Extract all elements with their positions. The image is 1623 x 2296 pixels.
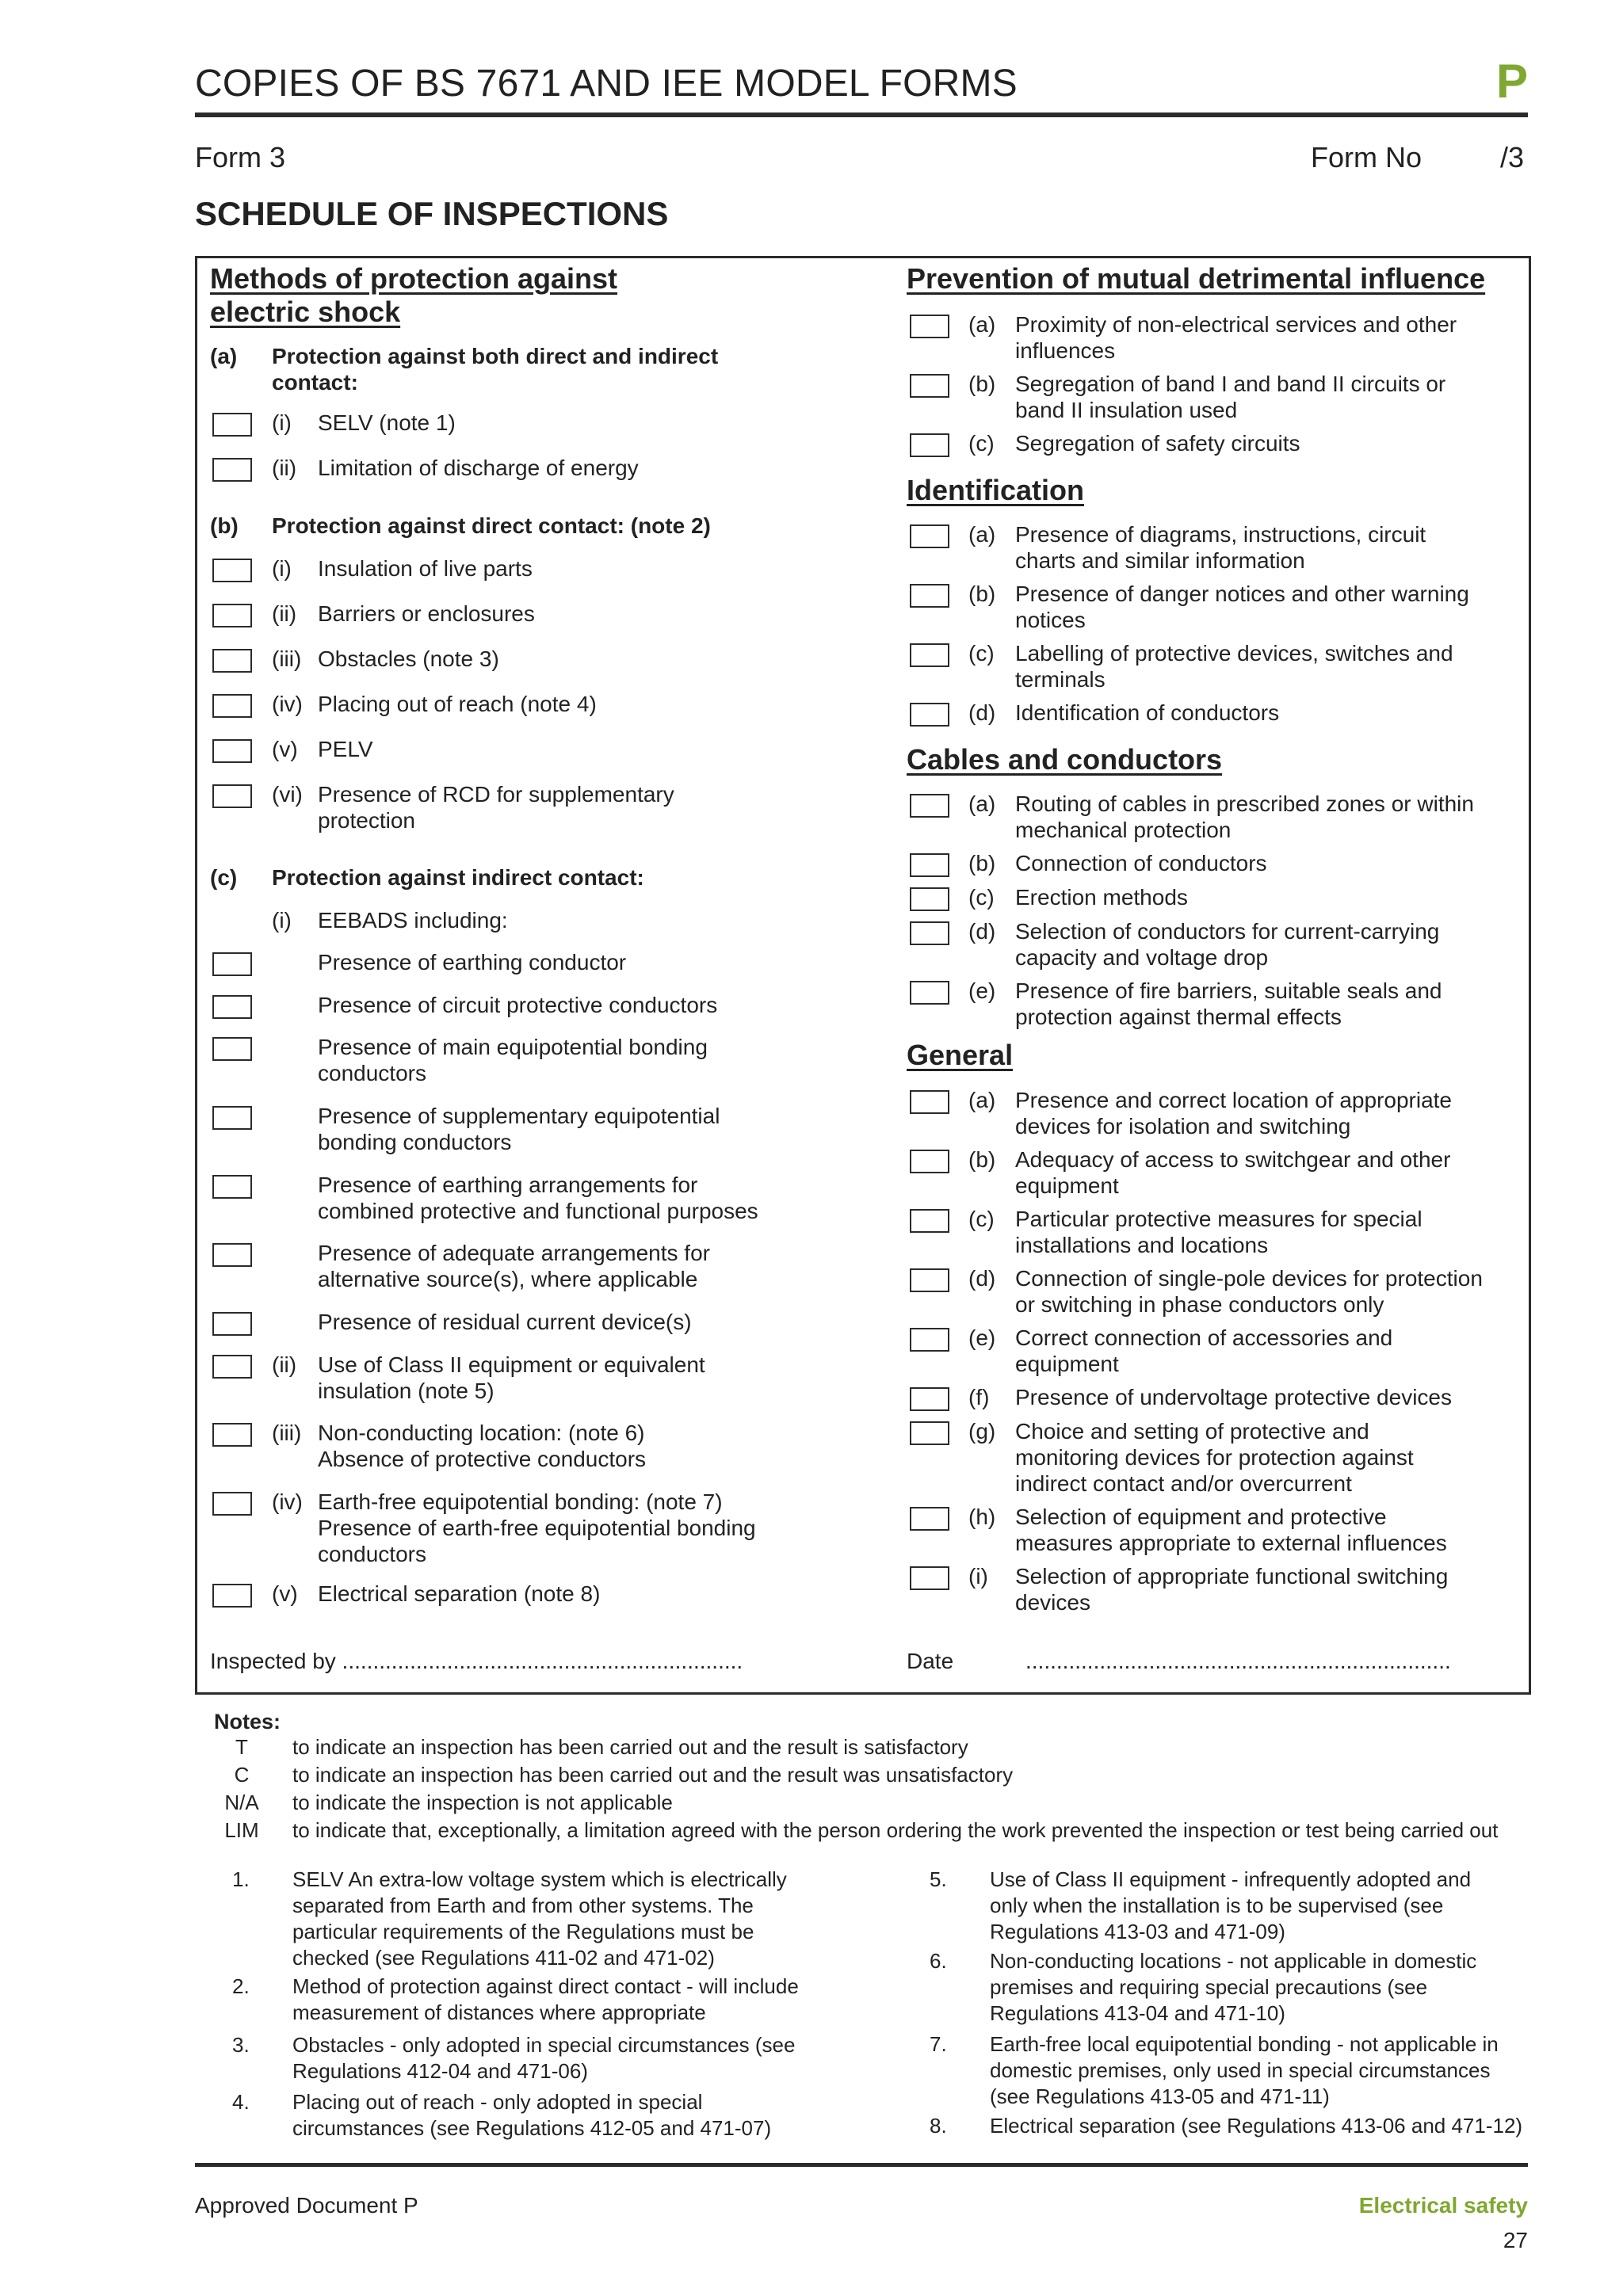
general-item-3-line: Particular protective measures for special [1015,1207,1423,1231]
note-text-line: premises and requiring special precautions (see [990,1975,1428,1999]
item-number: (a) [968,522,996,547]
cables-item-4-line: capacity and voltage drop [1015,945,1269,970]
checkbox-b-1[interactable] [212,559,252,582]
general-item-7-line: monitoring devices for protection against [1015,1445,1414,1470]
section-c-letter: (c) [210,865,238,890]
item-b-3-line: Obstacles (note 3) [318,646,499,671]
inspected-by-field[interactable]: Inspected by ................................................................. [210,1649,743,1673]
eebads-item-6-line: alternative source(s), where applicable [318,1267,698,1291]
item-c-4-line: Earth-free equipotential bonding: (note 7) [318,1489,723,1514]
item-number: (c) [968,641,995,666]
eebads-item-5-line: Presence of earthing arrangements for [318,1173,698,1197]
note-text-line: (see Regulations 413-05 and 471-11) [990,2084,1330,2108]
eebads-item-7-line: Presence of residual current device(s) [318,1310,692,1334]
checkbox-eebads-5[interactable] [212,1175,252,1199]
cables-item-3-line: Erection methods [1015,885,1188,910]
item-number: (ii) [272,1352,297,1377]
note-text-line: Regulations 413-04 and 471-10) [990,2001,1285,2025]
checkbox-general-1[interactable] [910,1090,949,1114]
identification-item-4-line: Identification of conductors [1015,700,1280,725]
item-c-2-line: insulation (note 5) [318,1379,495,1403]
section-b-title: Protection against direct contact: (note 2) [272,513,711,538]
checkbox-eebads-4[interactable] [212,1106,252,1130]
eebads-item-3-line: Presence of main equipotential bonding [318,1035,708,1059]
page-number: 27 [1503,2228,1528,2252]
item-c-2-line: Use of Class II equipment or equivalent [318,1352,705,1377]
checkbox-general-9[interactable] [910,1566,949,1590]
item-number: (c) [968,1207,995,1231]
item-c-3-line: Non-conducting location: (note 6) [318,1421,645,1445]
general-item-1-line: devices for isolation and switching [1015,1114,1351,1138]
checkbox-eebads-3[interactable] [212,1037,252,1061]
note-text-line: Placing out of reach - only adopted in special [292,2090,703,2114]
checkbox-b-6[interactable] [212,784,252,808]
item-number: (d) [968,919,996,944]
form-label: Form 3 [195,141,286,174]
form-number-label: Form No [1311,141,1423,174]
note-text-line: separated from Earth and from other systems. The [292,1894,754,1917]
left-heading-line2: electric shock [210,296,401,328]
note-code-text: to indicate an inspection has been carried out and the result is satisfactory [292,1735,968,1759]
checkbox-eebads-6[interactable] [212,1243,252,1267]
checkbox-eebads-7[interactable] [212,1312,252,1336]
eebads-item-3-line: conductors [318,1061,426,1085]
checkbox-general-4[interactable] [910,1268,949,1292]
item-number: (ii) [272,456,297,480]
identification-item-2-line: Presence of danger notices and other warning [1015,582,1469,606]
footer-section-name: Electrical safety [1358,2193,1528,2218]
eebads-item-1-line: Presence of earthing conductor [318,950,627,974]
cables-item-1-line: mechanical protection [1015,818,1232,842]
checkbox-identification-2[interactable] [910,584,949,608]
checkbox-c-2[interactable] [212,1355,252,1379]
checkbox-c-5[interactable] [212,1584,252,1608]
note-text-line: SELV An extra-low voltage system which is electrically [292,1867,787,1891]
prevention-item-2-line: band II insulation used [1015,398,1238,422]
section-a-letter: (a) [210,344,238,368]
eebads-item-2-line: Presence of circuit protective conductors [318,993,718,1017]
note-text-line: Earth-free local equipotential bonding - not applicable in [990,2032,1499,2056]
note-text-line: particular requirements of the Regulations must be [292,1920,754,1943]
cables-item-4-line: Selection of conductors for current-carrying [1015,919,1440,944]
item-c-4-line: Presence of earth-free equipotential bonding [318,1516,756,1540]
item-c-5-line: Electrical separation (note 8) [318,1581,601,1606]
checkbox-c-4[interactable] [212,1492,252,1516]
section-c-title: Protection against indirect contact: [272,865,644,890]
cables-item-1-line: Routing of cables in prescribed zones or within [1015,791,1474,816]
note-text-line: measurement of distances where appropriate [292,2000,706,2024]
section-c-i-number: (i) [272,908,292,933]
general-item-7-line: Choice and setting of protective and [1015,1419,1369,1444]
identification-item-3-line: terminals [1015,667,1106,692]
item-number: (d) [968,700,996,725]
checkbox-b-2[interactable] [212,604,252,627]
identification-heading: Identification [907,474,1084,506]
date-label: Date [907,1649,954,1673]
general-heading: General [907,1039,1014,1071]
checkbox-a-2[interactable] [212,458,252,482]
note-number: 2. [232,1974,250,1998]
notes-heading: Notes: [214,1710,281,1733]
form-number-suffix: /3 [1500,141,1525,174]
identification-item-1-line: Presence of diagrams, instructions, circuit [1015,522,1426,547]
item-number: (a) [968,791,996,816]
item-b-1-line: Insulation of live parts [318,556,533,581]
footer-document-name: Approved Document P [195,2193,418,2218]
eebads-item-6-line: Presence of adequate arrangements for [318,1241,710,1265]
general-item-4-line: or switching in phase conductors only [1015,1292,1384,1317]
item-c-3-line: Absence of protective conductors [318,1447,647,1471]
item-b-4-line: Placing out of reach (note 4) [318,692,597,716]
item-number: (b) [968,1147,996,1172]
item-number: (f) [968,1385,990,1409]
general-item-7-line: indirect contact and/or overcurrent [1015,1471,1352,1496]
general-item-9-line: Selection of appropriate functional switching [1015,1564,1449,1589]
cables-item-5-line: protection against thermal effects [1015,1005,1342,1029]
item-number: (ii) [272,601,297,626]
checkbox-b-5[interactable] [212,739,252,763]
note-text-line: Electrical separation (see Regulations 413-06 and 471-12) [990,2114,1523,2138]
note-text-line: only when the installation is to be supervised (see [990,1894,1444,1917]
checkbox-cables-4[interactable] [910,921,949,945]
item-number: (i) [272,410,292,435]
note-number: 4. [232,2090,250,2114]
checkbox-a-1[interactable] [212,413,252,437]
item-number: (iv) [272,692,303,716]
item-a-2-line: Limitation of discharge of energy [318,456,639,480]
note-code: T [235,1735,248,1759]
header-rule [195,113,1528,117]
note-text-line: circumstances (see Regulations 412-05 and 471-07) [292,2116,772,2140]
checkbox-identification-3[interactable] [910,643,949,667]
general-item-5-line: Correct connection of accessories and [1015,1325,1393,1350]
note-code: C [234,1763,250,1787]
footer-rule [195,2163,1528,2167]
note-text-line: domestic premises, only used in special circumstances [990,2058,1491,2082]
general-item-2-line: equipment [1015,1173,1119,1198]
note-text-line: Method of protection against direct contact - will include [292,1974,799,1998]
checkbox-general-2[interactable] [910,1150,949,1173]
item-number: (h) [968,1505,996,1529]
item-number: (b) [968,582,996,606]
item-number: (iii) [272,646,302,671]
item-number: (b) [968,372,996,396]
checkbox-cables-2[interactable] [910,853,949,877]
note-code-text: to indicate an inspection has been carried out and the result was unsatisfactory [292,1763,1014,1787]
checkbox-general-8[interactable] [910,1507,949,1531]
section-a-title-line2: contact: [272,370,358,395]
note-code-text: to indicate that, exceptionally, a limitation agreed with the person ordering the work prevented the inspection or test being carried out [292,1818,1499,1842]
item-b-5-line: PELV [318,737,373,761]
item-number: (v) [272,1581,298,1606]
checkbox-cables-1[interactable] [910,794,949,818]
general-item-2-line: Adequacy of access to switchgear and other [1015,1147,1451,1172]
general-item-1-line: Presence and correct location of appropriate [1015,1088,1452,1112]
item-number: (i) [272,556,292,581]
identification-item-3-line: Labelling of protective devices, switches and [1015,641,1453,666]
item-b-6-line: protection [318,808,415,833]
identification-item-1-line: charts and similar information [1015,548,1305,573]
general-item-9-line: devices [1015,1590,1090,1615]
note-text-line: Non-conducting locations - not applicable in domestic [990,1949,1477,1973]
item-number: (g) [968,1419,996,1444]
item-number: (iii) [272,1421,302,1445]
checkbox-general-7[interactable] [910,1421,949,1445]
note-number: 1. [232,1867,250,1891]
note-code-text: to indicate the inspection is not applicable [292,1791,673,1814]
checkbox-cables-3[interactable] [910,887,949,911]
checkbox-cables-5[interactable] [910,981,949,1005]
checkbox-eebads-1[interactable] [212,952,252,976]
item-b-2-line: Barriers or enclosures [318,601,535,626]
note-number: 5. [930,1867,947,1891]
note-text-line: checked (see Regulations 411-02 and 471-02) [292,1946,715,1970]
item-number: (d) [968,1266,996,1291]
section-letter: P [1495,55,1528,108]
general-item-5-line: equipment [1015,1352,1119,1376]
item-number: (a) [968,312,996,337]
checkbox-eebads-2[interactable] [212,995,252,1019]
checkbox-general-5[interactable] [910,1328,949,1352]
general-item-4-line: Connection of single-pole devices for protection [1015,1266,1483,1291]
section-a-title-line1: Protection against both direct and indirect [272,344,719,368]
item-b-6-line: Presence of RCD for supplementary [318,782,674,807]
checkbox-identification-4[interactable] [910,703,949,727]
prevention-item-3-line: Segregation of safety circuits [1015,431,1300,456]
item-number: (v) [272,737,298,761]
section-b-letter: (b) [210,513,239,538]
item-number: (c) [968,885,995,910]
note-code: LIM [224,1818,259,1842]
checkbox-general-3[interactable] [910,1209,949,1233]
note-number: 8. [930,2114,947,2138]
item-number: (vi) [272,782,303,807]
general-item-3-line: installations and locations [1015,1233,1269,1257]
eebads-item-4-line: Presence of supplementary equipotential [318,1104,720,1128]
note-code: N/A [224,1791,259,1814]
item-number: (i) [968,1564,988,1589]
schedule-title: SCHEDULE OF INSPECTIONS [195,195,669,232]
item-number: (e) [968,978,996,1003]
checkbox-general-6[interactable] [910,1387,949,1411]
eebads-item-4-line: bonding conductors [318,1130,512,1154]
note-text-line: Regulations 412-04 and 471-06) [292,2059,588,2083]
checkbox-b-3[interactable] [212,649,252,673]
prevention-item-1-line: Proximity of non-electrical services and other [1015,312,1457,337]
checkbox-prevention-1[interactable] [910,315,949,338]
checkbox-c-3[interactable] [212,1423,252,1447]
checkbox-identification-1[interactable] [910,524,949,548]
note-text-line: Obstacles - only adopted in special circumstances (see [292,2033,796,2057]
note-text-line: Use of Class II equipment - infrequently adopted and [990,1867,1472,1891]
identification-item-2-line: notices [1015,608,1086,632]
item-c-4-line: conductors [318,1542,426,1566]
item-number: (e) [968,1325,996,1350]
note-number: 3. [232,2033,250,2057]
date-field[interactable]: ..................................................................... [1025,1649,1451,1673]
note-number: 6. [930,1949,947,1973]
note-number: 7. [930,2032,947,2056]
item-a-1-line: SELV (note 1) [318,410,456,435]
cables-heading: Cables and conductors [907,743,1223,776]
checkbox-prevention-2[interactable] [910,374,949,398]
prevention-heading: Prevention of mutual detrimental influence [907,262,1486,295]
cables-item-2-line: Connection of conductors [1015,851,1267,875]
prevention-item-1-line: influences [1015,338,1116,363]
eebads-item-5-line: combined protective and functional purposes [318,1199,758,1223]
item-number: (iv) [272,1489,303,1514]
page-header-title: COPIES OF BS 7671 AND IEE MODEL FORMS [195,63,1018,105]
prevention-item-2-line: Segregation of band I and band II circuits or [1015,372,1446,396]
left-heading-line1: Methods of protection against [210,262,618,295]
note-text-line: Regulations 413-03 and 471-09) [990,1920,1285,1943]
checkbox-prevention-3[interactable] [910,433,949,457]
cables-item-5-line: Presence of fire barriers, suitable seals and [1015,978,1442,1003]
general-item-6-line: Presence of undervoltage protective devices [1015,1385,1452,1409]
general-item-8-line: Selection of equipment and protective [1015,1505,1387,1529]
checkbox-b-4[interactable] [212,694,252,718]
item-number: (a) [968,1088,996,1112]
general-item-8-line: measures appropriate to external influences [1015,1531,1447,1555]
section-c-i-label: EEBADS including: [318,908,508,933]
item-number: (c) [968,431,995,456]
item-number: (b) [968,851,996,875]
